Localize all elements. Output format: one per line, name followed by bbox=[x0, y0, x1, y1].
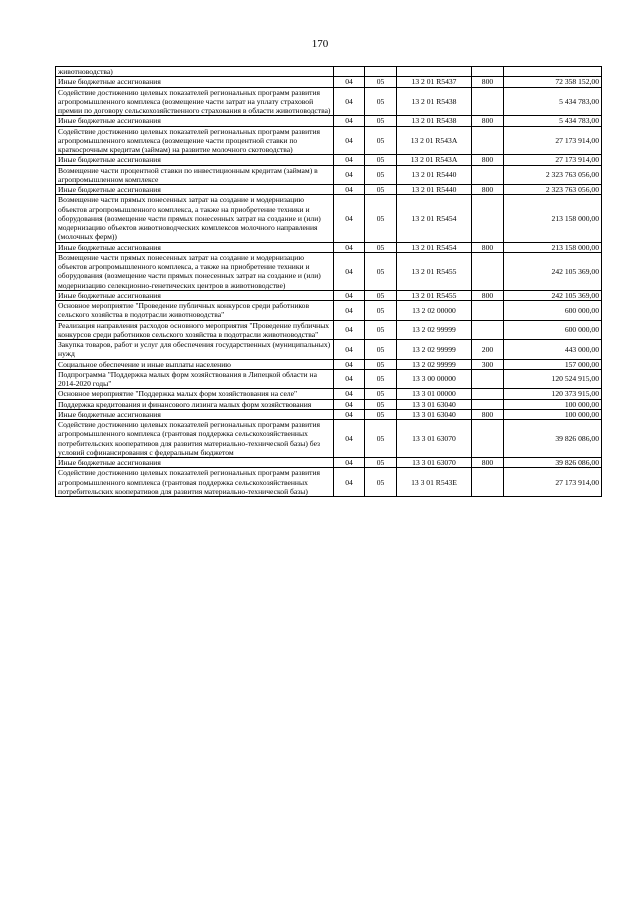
row-name-cell: Иные бюджетные ассигнования bbox=[56, 458, 334, 468]
expense-type-cell: 800 bbox=[472, 458, 504, 468]
subsection-cell: 05 bbox=[365, 458, 397, 468]
target-article-cell: 13 2 01 R5437 bbox=[397, 77, 472, 87]
target-article-cell: 13 2 01 R5455 bbox=[397, 290, 472, 300]
target-article-cell: 13 2 01 R543A bbox=[397, 126, 472, 155]
table-row bbox=[56, 320, 602, 340]
expense-type-cell bbox=[472, 67, 504, 77]
section-cell: 04 bbox=[334, 399, 365, 409]
target-article-cell: 13 2 01 R543A bbox=[397, 155, 472, 165]
expense-type-cell bbox=[472, 195, 504, 242]
section-cell: 04 bbox=[334, 290, 365, 300]
table-row bbox=[56, 185, 602, 195]
row-name-cell: Поддержка кредитования и финансового лизинга малых форм хозяйствования bbox=[56, 399, 334, 409]
amount-cell: 100 000,00 bbox=[504, 409, 602, 419]
target-article-cell: 13 3 01 63040 bbox=[397, 409, 472, 419]
target-article-cell: 13 2 02 99999 bbox=[397, 359, 472, 369]
amount-cell: 242 105 369,00 bbox=[504, 290, 602, 300]
subsection-cell: 05 bbox=[365, 369, 397, 389]
section-cell: 04 bbox=[334, 468, 365, 497]
row-name-cell: Иные бюджетные ассигнования bbox=[56, 155, 334, 165]
table-row bbox=[56, 458, 602, 468]
target-article-cell: 13 3 01 63040 bbox=[397, 399, 472, 409]
target-article-cell bbox=[397, 67, 472, 77]
amount-cell: 5 434 783,00 bbox=[504, 87, 602, 116]
amount-cell: 72 358 152,00 bbox=[504, 77, 602, 87]
row-name-cell: Содействие достижению целевых показателей региональных программ развития агропромышленного комплекса (возмещение части затрат на уплату страховой премии по договору сельскохозяйственного страхования в области животноводства) bbox=[56, 87, 334, 116]
row-name-cell: Возмещение части прямых понесенных затрат на создание и модернизацию объектов агропромышленного комплекса, а также на приобретение техники и оборудования (возмещение части прямых понесенных затрат на создание и (или) модернизацию селекционно-генетических центров в животноводстве) bbox=[56, 252, 334, 290]
subsection-cell: 05 bbox=[365, 126, 397, 155]
amount-cell: 2 323 763 056,00 bbox=[504, 185, 602, 195]
table-row bbox=[56, 155, 602, 165]
amount-cell: 27 173 914,00 bbox=[504, 126, 602, 155]
table-row bbox=[56, 77, 602, 87]
section-cell: 04 bbox=[334, 458, 365, 468]
section-cell: 04 bbox=[334, 389, 365, 399]
expense-type-cell bbox=[472, 389, 504, 399]
subsection-cell: 05 bbox=[365, 359, 397, 369]
table-row bbox=[56, 389, 602, 399]
table-row bbox=[56, 420, 602, 458]
amount-cell: 157 000,00 bbox=[504, 359, 602, 369]
section-cell: 04 bbox=[334, 320, 365, 340]
row-name-cell: Социальное обеспечение и иные выплаты населению bbox=[56, 359, 334, 369]
amount-cell: 2 323 763 056,00 bbox=[504, 165, 602, 185]
subsection-cell: 05 bbox=[365, 320, 397, 340]
amount-cell: 27 173 914,00 bbox=[504, 155, 602, 165]
table-row bbox=[56, 468, 602, 497]
target-article-cell: 13 3 00 00000 bbox=[397, 369, 472, 389]
target-article-cell: 13 2 02 99999 bbox=[397, 320, 472, 340]
amount-cell: 242 105 369,00 bbox=[504, 252, 602, 290]
section-cell: 04 bbox=[334, 242, 365, 252]
table-row bbox=[56, 359, 602, 369]
subsection-cell: 05 bbox=[365, 301, 397, 321]
target-article-cell: 13 2 01 R5454 bbox=[397, 242, 472, 252]
row-name-cell: Иные бюджетные ассигнования bbox=[56, 409, 334, 419]
table-row bbox=[56, 165, 602, 185]
subsection-cell: 05 bbox=[365, 87, 397, 116]
row-name-cell: Содействие достижению целевых показателей региональных программ развития агропромышленного комплекса (грантовая поддержка сельскохозяйственных потребительских кооперативов для развития материально-технической базы) без условий софинансирования с федеральным бюджетом bbox=[56, 420, 334, 458]
amount-cell: 120 373 915,00 bbox=[504, 389, 602, 399]
expense-type-cell bbox=[472, 420, 504, 458]
expense-type-cell: 300 bbox=[472, 359, 504, 369]
row-name-cell: Реализация направления расходов основного мероприятия "Проведение публичных конкурсов среди работников сельского хозяйства в подотрасли животноводства" bbox=[56, 320, 334, 340]
table-row bbox=[56, 87, 602, 116]
section-cell: 04 bbox=[334, 359, 365, 369]
target-article-cell: 13 2 02 00000 bbox=[397, 301, 472, 321]
expense-type-cell bbox=[472, 252, 504, 290]
expense-type-cell: 800 bbox=[472, 290, 504, 300]
row-name-cell: Основное мероприятие "Поддержка малых форм хозяйствования на селе" bbox=[56, 389, 334, 399]
row-name-cell: Закупка товаров, работ и услуг для обеспечения государственных (муниципальных) нужд bbox=[56, 340, 334, 360]
expense-type-cell: 800 bbox=[472, 185, 504, 195]
section-cell: 04 bbox=[334, 301, 365, 321]
target-article-cell: 13 2 01 R5438 bbox=[397, 87, 472, 116]
section-cell: 04 bbox=[334, 369, 365, 389]
row-name-cell: Возмещение части процентной ставки по инвестиционным кредитам (займам) в агропромышленном комплексе bbox=[56, 165, 334, 185]
subsection-cell: 05 bbox=[365, 389, 397, 399]
target-article-cell: 13 3 01 63070 bbox=[397, 420, 472, 458]
expense-type-cell bbox=[472, 399, 504, 409]
subsection-cell: 05 bbox=[365, 155, 397, 165]
budget-table bbox=[55, 66, 602, 497]
expense-type-cell bbox=[472, 301, 504, 321]
table-row bbox=[56, 290, 602, 300]
subsection-cell: 05 bbox=[365, 242, 397, 252]
table-row bbox=[56, 242, 602, 252]
amount-cell: 39 826 086,00 bbox=[504, 458, 602, 468]
subsection-cell: 05 bbox=[365, 116, 397, 126]
amount-cell bbox=[504, 67, 602, 77]
expense-type-cell bbox=[472, 320, 504, 340]
row-name-cell: Иные бюджетные ассигнования bbox=[56, 290, 334, 300]
section-cell: 04 bbox=[334, 252, 365, 290]
section-cell: 04 bbox=[334, 87, 365, 116]
row-name-cell: Содействие достижению целевых показателей региональных программ развития агропромышленного комплекса (грантовая поддержка сельскохозяйственных потребительских кооперативов для развития материально-технической базы) bbox=[56, 468, 334, 497]
amount-cell: 600 000,00 bbox=[504, 320, 602, 340]
table-row bbox=[56, 195, 602, 242]
row-name-cell: Иные бюджетные ассигнования bbox=[56, 77, 334, 87]
section-cell: 04 bbox=[334, 165, 365, 185]
table-row bbox=[56, 116, 602, 126]
section-cell: 04 bbox=[334, 126, 365, 155]
subsection-cell: 05 bbox=[365, 468, 397, 497]
section-cell: 04 bbox=[334, 409, 365, 419]
section-cell: 04 bbox=[334, 116, 365, 126]
amount-cell: 443 000,00 bbox=[504, 340, 602, 360]
table-row bbox=[56, 409, 602, 419]
subsection-cell: 05 bbox=[365, 77, 397, 87]
expense-type-cell: 800 bbox=[472, 77, 504, 87]
amount-cell: 5 434 783,00 bbox=[504, 116, 602, 126]
row-name-cell: Возмещение части прямых понесенных затрат на создание и модернизацию объектов агропромышленного комплекса, а также на приобретение техники и оборудования (возмещение части прямых понесенных затрат на создание и (или) модернизацию объектов животноводческих комплексов молочного направления (молочных ферм)) bbox=[56, 195, 334, 242]
amount-cell: 27 173 914,00 bbox=[504, 468, 602, 497]
expense-type-cell: 800 bbox=[472, 116, 504, 126]
row-name-cell: Подпрограмма "Поддержка малых форм хозяйствования в Липецкой области на 2014-2020 годы" bbox=[56, 369, 334, 389]
subsection-cell: 05 bbox=[365, 252, 397, 290]
expense-type-cell: 800 bbox=[472, 155, 504, 165]
section-cell: 04 bbox=[334, 195, 365, 242]
row-name-cell: животноводства) bbox=[56, 67, 334, 77]
amount-cell: 600 000,00 bbox=[504, 301, 602, 321]
section-cell: 04 bbox=[334, 155, 365, 165]
expense-type-cell: 200 bbox=[472, 340, 504, 360]
expense-type-cell bbox=[472, 165, 504, 185]
row-name-cell: Иные бюджетные ассигнования bbox=[56, 116, 334, 126]
row-name-cell: Основное мероприятие "Проведение публичных конкурсов среди работников сельского хозяйства в подотрасли животноводства" bbox=[56, 301, 334, 321]
amount-cell: 213 158 000,00 bbox=[504, 195, 602, 242]
expense-type-cell bbox=[472, 126, 504, 155]
target-article-cell: 13 3 01 R543E bbox=[397, 468, 472, 497]
subsection-cell: 05 bbox=[365, 399, 397, 409]
section-cell bbox=[334, 67, 365, 77]
target-article-cell: 13 2 01 R5440 bbox=[397, 185, 472, 195]
row-name-cell: Иные бюджетные ассигнования bbox=[56, 185, 334, 195]
expense-type-cell bbox=[472, 468, 504, 497]
expense-type-cell: 800 bbox=[472, 242, 504, 252]
subsection-cell: 05 bbox=[365, 165, 397, 185]
amount-cell: 120 524 915,00 bbox=[504, 369, 602, 389]
row-name-cell: Иные бюджетные ассигнования bbox=[56, 242, 334, 252]
table-row bbox=[56, 399, 602, 409]
table-row bbox=[56, 369, 602, 389]
amount-cell: 213 158 000,00 bbox=[504, 242, 602, 252]
row-name-cell: Содействие достижению целевых показателей региональных программ развития агропромышленного комплекса (возмещение части процентной ставки по краткосрочным кредитам (займам) на развитие молочного скотоводства) bbox=[56, 126, 334, 155]
table-row bbox=[56, 126, 602, 155]
expense-type-cell: 800 bbox=[472, 409, 504, 419]
subsection-cell: 05 bbox=[365, 340, 397, 360]
subsection-cell: 05 bbox=[365, 195, 397, 242]
page-number: 170 bbox=[311, 38, 329, 50]
target-article-cell: 13 2 02 99999 bbox=[397, 340, 472, 360]
amount-cell: 39 826 086,00 bbox=[504, 420, 602, 458]
expense-type-cell bbox=[472, 369, 504, 389]
target-article-cell: 13 3 01 00000 bbox=[397, 389, 472, 399]
table-row bbox=[56, 340, 602, 360]
subsection-cell: 05 bbox=[365, 185, 397, 195]
section-cell: 04 bbox=[334, 185, 365, 195]
subsection-cell: 05 bbox=[365, 409, 397, 419]
subsection-cell: 05 bbox=[365, 290, 397, 300]
expense-type-cell bbox=[472, 87, 504, 116]
target-article-cell: 13 2 01 R5440 bbox=[397, 165, 472, 185]
section-cell: 04 bbox=[334, 340, 365, 360]
target-article-cell: 13 2 01 R5454 bbox=[397, 195, 472, 242]
subsection-cell: 05 bbox=[365, 420, 397, 458]
target-article-cell: 13 3 01 63070 bbox=[397, 458, 472, 468]
subsection-cell bbox=[365, 67, 397, 77]
amount-cell: 100 000,00 bbox=[504, 399, 602, 409]
table-row bbox=[56, 67, 602, 77]
table-row bbox=[56, 301, 602, 321]
table-row bbox=[56, 252, 602, 290]
target-article-cell: 13 2 01 R5438 bbox=[397, 116, 472, 126]
budget-table-body bbox=[56, 67, 602, 497]
section-cell: 04 bbox=[334, 420, 365, 458]
section-cell: 04 bbox=[334, 77, 365, 87]
target-article-cell: 13 2 01 R5455 bbox=[397, 252, 472, 290]
